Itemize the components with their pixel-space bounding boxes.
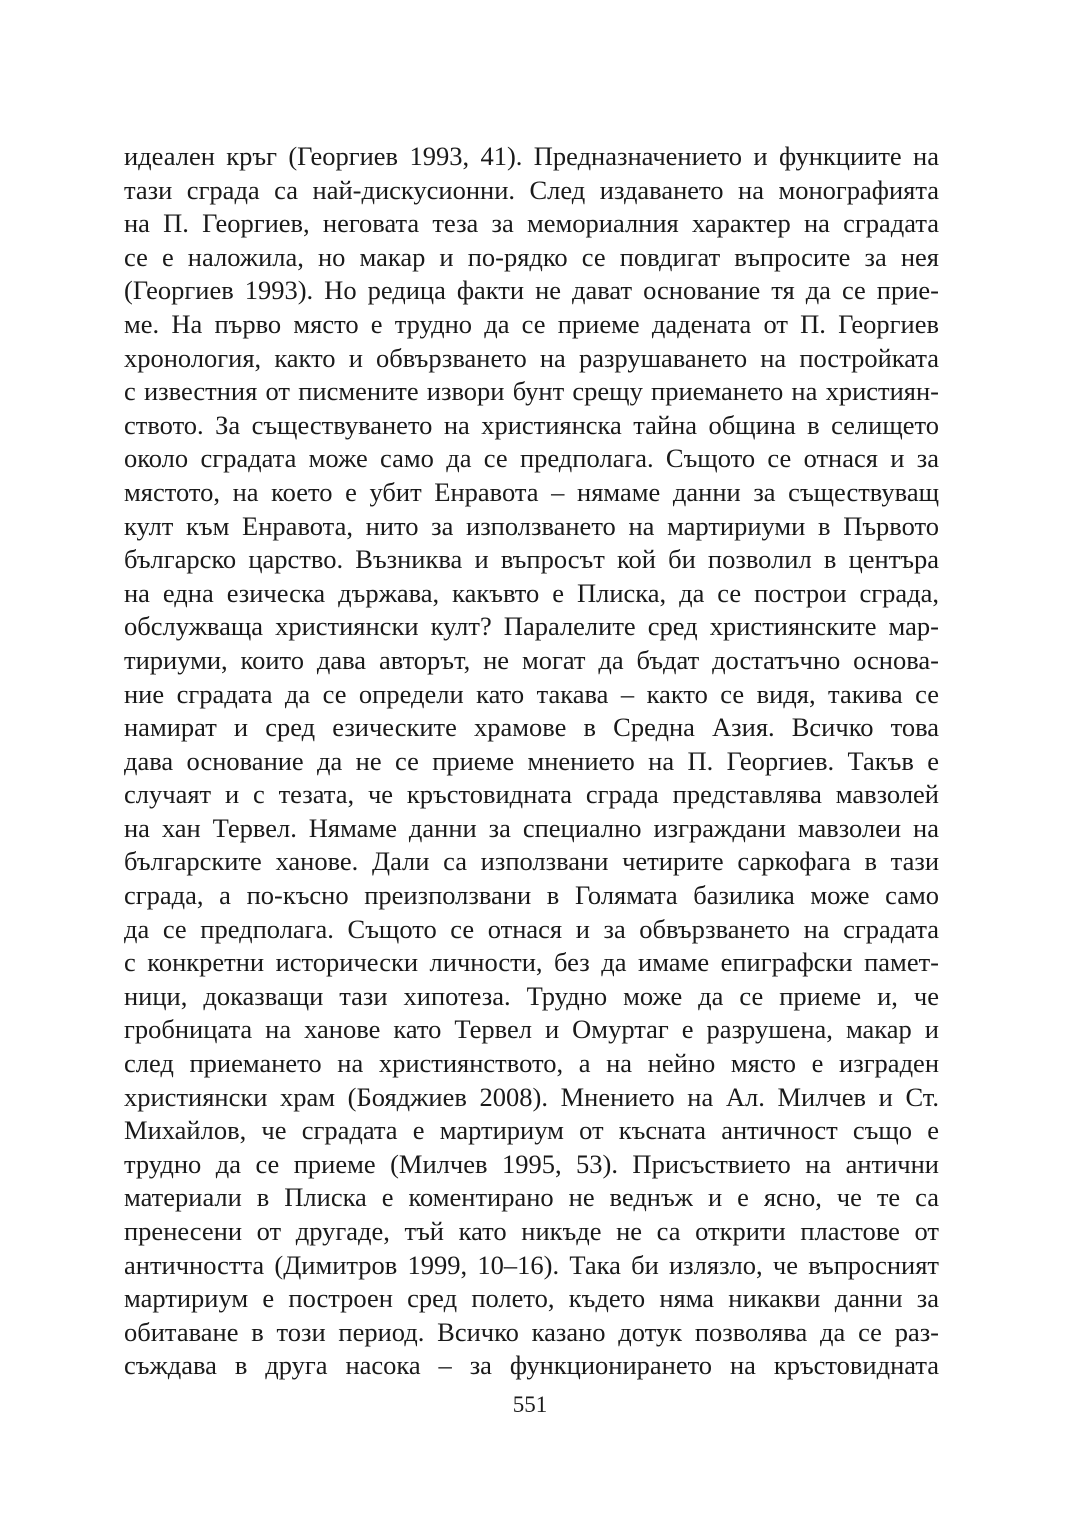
- text-line: българско царство. Възниква и въпросът кой би позволил в центъра: [124, 544, 939, 575]
- text-line: намират и сред езическите храмове в Средна Азия. Всичко това: [124, 712, 939, 743]
- text-line: на една езическа държава, какъвто е Плиска, да се построи сграда,: [124, 577, 939, 608]
- text-line: ството. За съществуването на християнска тайна община в селището: [124, 409, 939, 440]
- text-line: мястото, на което е убит Енравота – нямаме данни за съществуващ: [124, 476, 939, 507]
- text-line: дава основание да не се приеме мнението на П. Георгиев. Такъв е: [124, 745, 939, 776]
- text-line: ници, доказващи тази хипотеза. Трудно може да се приеме и, че: [124, 980, 939, 1011]
- text-line: с известния от писмените извори бунт срещу приемането на християн-: [124, 376, 939, 407]
- text-line: ние сградата да се определи като такава – както се видя, такива се: [124, 678, 939, 709]
- text-line: тириуми, които дава авторът, не могат да бъдат достатъчно основа-: [124, 644, 939, 675]
- text-line: обитаване в този период. Всичко казано дотук позволява да се раз-: [124, 1316, 939, 1347]
- page-body: [124, 140, 939, 1383]
- text-line: случаят и с тезата, че кръстовидната сграда представлява мавзолей: [124, 779, 939, 810]
- text-line: (Георгиев 1993). Но редица факти не дават основание тя да се прие-: [124, 275, 939, 306]
- text-line: пренесени от другаде, тъй като никъде не са открити пластове от: [124, 1216, 939, 1246]
- text-line: съждава в друга насока – за функционирането на кръстовидната: [124, 1350, 939, 1381]
- text-line: се е наложила, но макар и по-рядко се повдигат въпросите за нея: [124, 241, 939, 272]
- text-line: около сградата може само да се предполага. Същото се отнася и за: [124, 443, 939, 474]
- text-line: сграда, а по-късно преизползвани в Голямата базилика може само: [124, 880, 939, 911]
- text-line: с конкретни исторически личности, без да имаме епиграфски памет-: [124, 947, 939, 978]
- text-line: материали в Плиска е коментирано не веднъж и е ясно, че те са: [124, 1182, 939, 1213]
- text-line: на П. Георгиев, неговата теза за мемориалния характер на сградата: [124, 208, 939, 239]
- text-line: ме. На първо място е трудно да се приеме дадената от П. Георгиев: [124, 308, 939, 339]
- text-line: гробницата на ханове като Тервел и Омуртаг е разрушена, макар и: [124, 1014, 939, 1045]
- page-number: 551: [512, 1392, 548, 1417]
- text-line: тази сграда са най-дискусионни. След издаването на монографията: [124, 174, 939, 205]
- text-line: обслужваща християнски култ? Паралелите сред християнските мар-: [124, 611, 939, 642]
- text-line: след приемането на християнството, а на нейно място е изграден: [124, 1048, 939, 1079]
- text-line: идеален кръг (Георгиев 1993, 41). Предназначението и функциите на: [124, 141, 939, 171]
- text-line: на хан Тервел. Нямаме данни за специално изграждани мавзолеи на: [124, 812, 939, 843]
- text-line: култ към Енравота, нито за използването на мартириуми в Първото: [124, 510, 939, 541]
- text-line: българските ханове. Дали са използвани четирите саркофага в тази: [124, 846, 939, 877]
- text-line: трудно да се приеме (Милчев 1995, 53). Присъствието на антични: [124, 1148, 939, 1179]
- text-line: християнски храм (Бояджиев 2008). Мнението на Ал. Милчев и Ст.: [124, 1081, 939, 1112]
- text-line: да се предполага. Същото се отнася и за обвързването на сградата: [124, 913, 939, 944]
- text-line: античността (Димитров 1999, 10–16). Така би излязло, че въпросният: [124, 1249, 939, 1280]
- text-line: Михайлов, че сградата е мартириум от късната античност също е: [124, 1115, 939, 1146]
- text-line: хронология, както и обвързването на разрушаването на постройката: [124, 342, 939, 373]
- text-line: мартириум е построен сред полето, където няма никакви данни за: [124, 1283, 939, 1314]
